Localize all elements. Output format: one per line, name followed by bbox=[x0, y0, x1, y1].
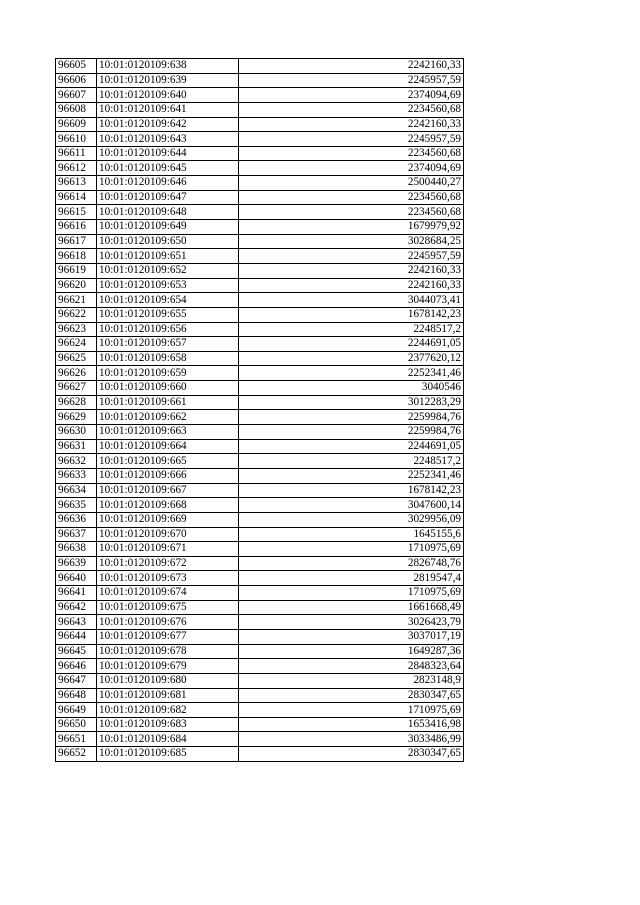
cadastral-number-cell: 10:01:0120109:671 bbox=[97, 542, 239, 557]
row-number-cell: 96609 bbox=[56, 117, 97, 132]
cadastral-number-cell: 10:01:0120109:663 bbox=[97, 425, 239, 440]
cadastral-value-cell: 1649287,36 bbox=[239, 644, 464, 659]
table-row bbox=[56, 337, 464, 352]
row-number-cell: 96630 bbox=[56, 425, 97, 440]
row-number-cell: 96614 bbox=[56, 190, 97, 205]
table-row bbox=[56, 234, 464, 249]
row-number-cell: 96641 bbox=[56, 586, 97, 601]
table-row bbox=[56, 703, 464, 718]
table-row bbox=[56, 673, 464, 688]
cadastral-number-cell: 10:01:0120109:659 bbox=[97, 366, 239, 381]
cadastral-number-cell: 10:01:0120109:653 bbox=[97, 278, 239, 293]
table-row bbox=[56, 146, 464, 161]
cadastral-value-cell: 3040546 bbox=[239, 381, 464, 396]
cadastral-value-cell: 2242160,33 bbox=[239, 263, 464, 278]
cadastral-value-cell: 2244691,05 bbox=[239, 439, 464, 454]
cadastral-number-cell: 10:01:0120109:645 bbox=[97, 161, 239, 176]
row-number-cell: 96647 bbox=[56, 673, 97, 688]
cadastral-number-cell: 10:01:0120109:642 bbox=[97, 117, 239, 132]
table-row bbox=[56, 161, 464, 176]
cadastral-value-cell: 1710975,69 bbox=[239, 586, 464, 601]
cadastral-value-cell: 3029956,09 bbox=[239, 512, 464, 527]
cadastral-value-cell: 3047600,14 bbox=[239, 498, 464, 513]
cadastral-value-cell: 2234560,68 bbox=[239, 146, 464, 161]
cadastral-value-cell: 1661668,49 bbox=[239, 600, 464, 615]
cadastral-number-cell: 10:01:0120109:681 bbox=[97, 688, 239, 703]
table-row bbox=[56, 176, 464, 191]
row-number-cell: 96633 bbox=[56, 468, 97, 483]
row-number-cell: 96648 bbox=[56, 688, 97, 703]
table-row bbox=[56, 88, 464, 103]
row-number-cell: 96625 bbox=[56, 351, 97, 366]
row-number-cell: 96611 bbox=[56, 146, 97, 161]
cadastral-number-cell: 10:01:0120109:640 bbox=[97, 88, 239, 103]
cadastral-value-cell: 1678142,23 bbox=[239, 307, 464, 322]
cadastral-value-cell: 2242160,33 bbox=[239, 59, 464, 74]
cadastral-value-cell: 1645155,6 bbox=[239, 527, 464, 542]
table-row bbox=[56, 263, 464, 278]
table-row bbox=[56, 278, 464, 293]
cadastral-number-cell: 10:01:0120109:667 bbox=[97, 483, 239, 498]
cadastral-value-cell: 2248517,2 bbox=[239, 322, 464, 337]
cadastral-value-cell: 2234560,68 bbox=[239, 102, 464, 117]
cadastral-number-cell: 10:01:0120109:674 bbox=[97, 586, 239, 601]
row-number-cell: 96612 bbox=[56, 161, 97, 176]
cadastral-value-cell: 3033486,99 bbox=[239, 732, 464, 747]
cadastral-number-cell: 10:01:0120109:656 bbox=[97, 322, 239, 337]
cadastral-number-cell: 10:01:0120109:678 bbox=[97, 644, 239, 659]
table-row bbox=[56, 439, 464, 454]
cadastral-number-cell: 10:01:0120109:647 bbox=[97, 190, 239, 205]
row-number-cell: 96634 bbox=[56, 483, 97, 498]
cadastral-value-table bbox=[55, 58, 464, 762]
cadastral-number-cell: 10:01:0120109:679 bbox=[97, 659, 239, 674]
cadastral-value-cell: 2252341,46 bbox=[239, 468, 464, 483]
cadastral-number-cell: 10:01:0120109:651 bbox=[97, 249, 239, 264]
table-row bbox=[56, 512, 464, 527]
table-row bbox=[56, 102, 464, 117]
cadastral-number-cell: 10:01:0120109:654 bbox=[97, 293, 239, 308]
row-number-cell: 96644 bbox=[56, 629, 97, 644]
row-number-cell: 96652 bbox=[56, 747, 97, 762]
cadastral-value-cell: 2374094,69 bbox=[239, 161, 464, 176]
row-number-cell: 96626 bbox=[56, 366, 97, 381]
row-number-cell: 96619 bbox=[56, 263, 97, 278]
row-number-cell: 96628 bbox=[56, 395, 97, 410]
table-row bbox=[56, 717, 464, 732]
table-row bbox=[56, 366, 464, 381]
cadastral-number-cell: 10:01:0120109:669 bbox=[97, 512, 239, 527]
cadastral-value-cell: 1678142,23 bbox=[239, 483, 464, 498]
table-row bbox=[56, 629, 464, 644]
cadastral-number-cell: 10:01:0120109:664 bbox=[97, 439, 239, 454]
cadastral-number-cell: 10:01:0120109:683 bbox=[97, 717, 239, 732]
row-number-cell: 96608 bbox=[56, 102, 97, 117]
row-number-cell: 96616 bbox=[56, 220, 97, 235]
cadastral-number-cell: 10:01:0120109:661 bbox=[97, 395, 239, 410]
table-row bbox=[56, 425, 464, 440]
cadastral-value-cell: 2848323,64 bbox=[239, 659, 464, 674]
cadastral-number-cell: 10:01:0120109:675 bbox=[97, 600, 239, 615]
cadastral-value-cell: 3044073,41 bbox=[239, 293, 464, 308]
cadastral-value-cell: 2377620,12 bbox=[239, 351, 464, 366]
table-row bbox=[56, 527, 464, 542]
cadastral-value-cell: 2245957,59 bbox=[239, 132, 464, 147]
table-row bbox=[56, 483, 464, 498]
table-row bbox=[56, 542, 464, 557]
table-row bbox=[56, 322, 464, 337]
row-number-cell: 96650 bbox=[56, 717, 97, 732]
cadastral-value-cell: 2245957,59 bbox=[239, 249, 464, 264]
cadastral-value-cell: 2259984,76 bbox=[239, 410, 464, 425]
table-row bbox=[56, 410, 464, 425]
cadastral-number-cell: 10:01:0120109:650 bbox=[97, 234, 239, 249]
cadastral-value-cell: 2234560,68 bbox=[239, 190, 464, 205]
table-row bbox=[56, 498, 464, 513]
cadastral-number-cell: 10:01:0120109:682 bbox=[97, 703, 239, 718]
table-row bbox=[56, 688, 464, 703]
cadastral-value-cell: 2242160,33 bbox=[239, 117, 464, 132]
cadastral-number-cell: 10:01:0120109:662 bbox=[97, 410, 239, 425]
cadastral-value-cell: 2259984,76 bbox=[239, 425, 464, 440]
row-number-cell: 96636 bbox=[56, 512, 97, 527]
cadastral-number-cell: 10:01:0120109:672 bbox=[97, 556, 239, 571]
table-row bbox=[56, 117, 464, 132]
row-number-cell: 96651 bbox=[56, 732, 97, 747]
table-row bbox=[56, 351, 464, 366]
cadastral-number-cell: 10:01:0120109:646 bbox=[97, 176, 239, 191]
cadastral-value-cell: 2500440,27 bbox=[239, 176, 464, 191]
cadastral-number-cell: 10:01:0120109:676 bbox=[97, 615, 239, 630]
row-number-cell: 96605 bbox=[56, 59, 97, 74]
cadastral-value-cell: 1653416,98 bbox=[239, 717, 464, 732]
cadastral-value-cell: 3026423,79 bbox=[239, 615, 464, 630]
cadastral-value-cell: 2830347,65 bbox=[239, 747, 464, 762]
cadastral-value-cell: 2252341,46 bbox=[239, 366, 464, 381]
row-number-cell: 96615 bbox=[56, 205, 97, 220]
table-body bbox=[56, 59, 464, 762]
table-row bbox=[56, 381, 464, 396]
row-number-cell: 96631 bbox=[56, 439, 97, 454]
cadastral-number-cell: 10:01:0120109:666 bbox=[97, 468, 239, 483]
table-row bbox=[56, 190, 464, 205]
row-number-cell: 96629 bbox=[56, 410, 97, 425]
table-row bbox=[56, 293, 464, 308]
row-number-cell: 96639 bbox=[56, 556, 97, 571]
cadastral-value-cell: 3012283,29 bbox=[239, 395, 464, 410]
row-number-cell: 96646 bbox=[56, 659, 97, 674]
row-number-cell: 96637 bbox=[56, 527, 97, 542]
cadastral-number-cell: 10:01:0120109:660 bbox=[97, 381, 239, 396]
table-row bbox=[56, 732, 464, 747]
table-row bbox=[56, 249, 464, 264]
cadastral-number-cell: 10:01:0120109:655 bbox=[97, 307, 239, 322]
row-number-cell: 96617 bbox=[56, 234, 97, 249]
cadastral-value-cell: 2242160,33 bbox=[239, 278, 464, 293]
row-number-cell: 96621 bbox=[56, 293, 97, 308]
cadastral-number-cell: 10:01:0120109:673 bbox=[97, 571, 239, 586]
table-row bbox=[56, 205, 464, 220]
cadastral-number-cell: 10:01:0120109:670 bbox=[97, 527, 239, 542]
row-number-cell: 96620 bbox=[56, 278, 97, 293]
table-row bbox=[56, 468, 464, 483]
row-number-cell: 96645 bbox=[56, 644, 97, 659]
cadastral-value-cell: 2823148,9 bbox=[239, 673, 464, 688]
table-row bbox=[56, 659, 464, 674]
cadastral-value-cell: 1679979,92 bbox=[239, 220, 464, 235]
row-number-cell: 96606 bbox=[56, 73, 97, 88]
row-number-cell: 96624 bbox=[56, 337, 97, 352]
cadastral-number-cell: 10:01:0120109:658 bbox=[97, 351, 239, 366]
row-number-cell: 96627 bbox=[56, 381, 97, 396]
table-row bbox=[56, 132, 464, 147]
table-row bbox=[56, 307, 464, 322]
cadastral-value-cell: 2245957,59 bbox=[239, 73, 464, 88]
cadastral-value-cell: 2248517,2 bbox=[239, 454, 464, 469]
cadastral-value-cell: 3037017,19 bbox=[239, 629, 464, 644]
row-number-cell: 96638 bbox=[56, 542, 97, 557]
row-number-cell: 96632 bbox=[56, 454, 97, 469]
table-row bbox=[56, 556, 464, 571]
table-row bbox=[56, 644, 464, 659]
cadastral-number-cell: 10:01:0120109:648 bbox=[97, 205, 239, 220]
cadastral-number-cell: 10:01:0120109:644 bbox=[97, 146, 239, 161]
cadastral-value-cell: 2819547,4 bbox=[239, 571, 464, 586]
cadastral-number-cell: 10:01:0120109:639 bbox=[97, 73, 239, 88]
cadastral-number-cell: 10:01:0120109:684 bbox=[97, 732, 239, 747]
table-row bbox=[56, 600, 464, 615]
table-row bbox=[56, 454, 464, 469]
cadastral-number-cell: 10:01:0120109:680 bbox=[97, 673, 239, 688]
table-row bbox=[56, 586, 464, 601]
table-row bbox=[56, 220, 464, 235]
cadastral-value-cell: 1710975,69 bbox=[239, 542, 464, 557]
row-number-cell: 96649 bbox=[56, 703, 97, 718]
cadastral-number-cell: 10:01:0120109:643 bbox=[97, 132, 239, 147]
cadastral-number-cell: 10:01:0120109:649 bbox=[97, 220, 239, 235]
row-number-cell: 96643 bbox=[56, 615, 97, 630]
table-row bbox=[56, 73, 464, 88]
row-number-cell: 96635 bbox=[56, 498, 97, 513]
cadastral-number-cell: 10:01:0120109:652 bbox=[97, 263, 239, 278]
cadastral-number-cell: 10:01:0120109:641 bbox=[97, 102, 239, 117]
row-number-cell: 96623 bbox=[56, 322, 97, 337]
table-row bbox=[56, 571, 464, 586]
table-row bbox=[56, 615, 464, 630]
row-number-cell: 96642 bbox=[56, 600, 97, 615]
cadastral-number-cell: 10:01:0120109:677 bbox=[97, 629, 239, 644]
table-row bbox=[56, 59, 464, 74]
table-row bbox=[56, 395, 464, 410]
row-number-cell: 96618 bbox=[56, 249, 97, 264]
row-number-cell: 96640 bbox=[56, 571, 97, 586]
row-number-cell: 96613 bbox=[56, 176, 97, 191]
cadastral-number-cell: 10:01:0120109:638 bbox=[97, 59, 239, 74]
cadastral-value-cell: 2234560,68 bbox=[239, 205, 464, 220]
table-row bbox=[56, 747, 464, 762]
row-number-cell: 96610 bbox=[56, 132, 97, 147]
cadastral-value-cell: 2374094,69 bbox=[239, 88, 464, 103]
cadastral-number-cell: 10:01:0120109:657 bbox=[97, 337, 239, 352]
cadastral-value-cell: 1710975,69 bbox=[239, 703, 464, 718]
row-number-cell: 96607 bbox=[56, 88, 97, 103]
cadastral-number-cell: 10:01:0120109:685 bbox=[97, 747, 239, 762]
cadastral-value-cell: 2826748,76 bbox=[239, 556, 464, 571]
cadastral-number-cell: 10:01:0120109:665 bbox=[97, 454, 239, 469]
cadastral-value-cell: 2244691,05 bbox=[239, 337, 464, 352]
cadastral-number-cell: 10:01:0120109:668 bbox=[97, 498, 239, 513]
cadastral-value-cell: 2830347,65 bbox=[239, 688, 464, 703]
row-number-cell: 96622 bbox=[56, 307, 97, 322]
cadastral-value-cell: 3028684,25 bbox=[239, 234, 464, 249]
